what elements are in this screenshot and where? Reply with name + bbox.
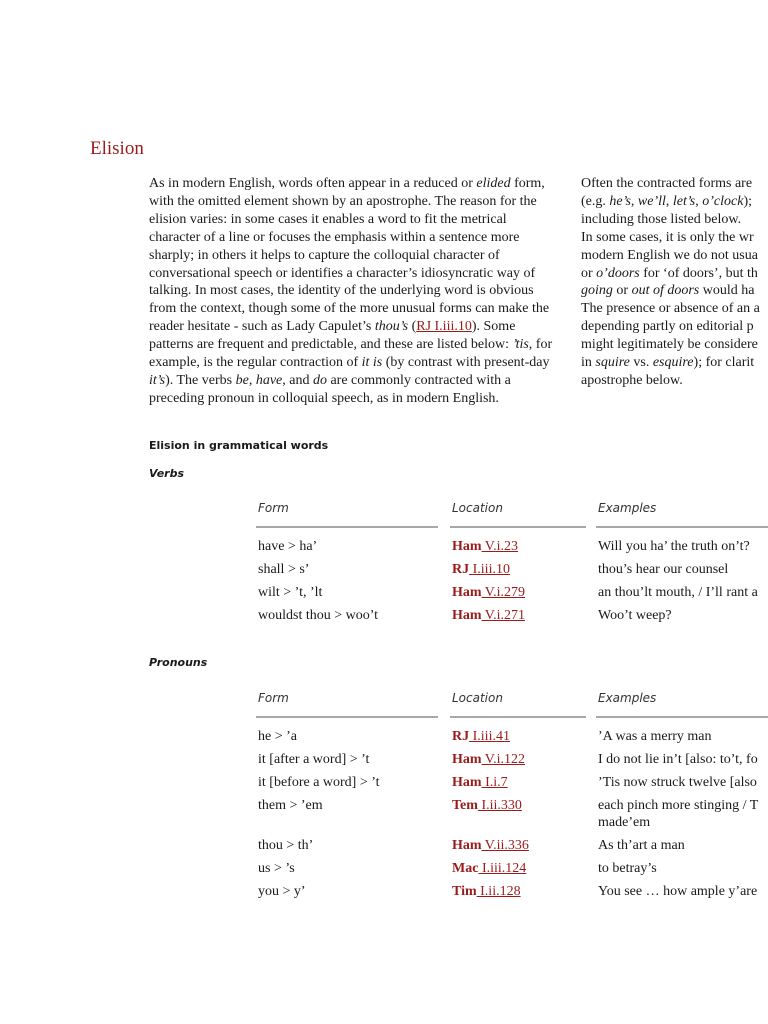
- location-link[interactable]: V.ii.336: [481, 838, 529, 853]
- example-cell: Woo’t weep?: [598, 608, 672, 623]
- text: , and: [282, 372, 313, 388]
- emphasis: we’ll: [637, 193, 666, 209]
- text: (by contrast with present-day: [382, 355, 550, 371]
- location-link[interactable]: I.iii.10: [469, 562, 510, 577]
- text: for ‘of doors’, but th: [639, 265, 758, 281]
- form-cell: you > y’: [258, 884, 306, 899]
- text: might legitimately be considere: [581, 337, 758, 353]
- location-cell[interactable]: [452, 774, 508, 791]
- section-heading: Elision in grammatical words: [149, 439, 329, 452]
- text: modern English we do not usua: [581, 247, 758, 263]
- pronouns-header-rule: [596, 716, 768, 718]
- location-link[interactable]: V.i.122: [481, 752, 526, 767]
- play-abbrev: RJ: [452, 729, 470, 744]
- play-abbrev: Tem: [452, 798, 478, 813]
- text: );: [743, 193, 752, 209]
- form-cell: he > ’a: [258, 729, 297, 744]
- location-cell[interactable]: [452, 797, 522, 814]
- text: in: [581, 355, 596, 371]
- location-cell[interactable]: [452, 584, 525, 601]
- emphasis: ’tis: [512, 337, 529, 353]
- text-line: [581, 282, 768, 300]
- location-link[interactable]: I.iii.124: [478, 861, 527, 876]
- text: form, with the omitted element shown by an apostrophe. The reason for the elision varies: in some cases it enables a word to fit the metrical character of a line or focuses the emphasis within a sentence more sharply; in others it helps to capture the colloquial character of conversational speech or identifies a character’s idiosyncratic way of talking. In most cases, the identity of the underlying word is obvious from the context, though some of the more unusual forms can make the reader hesitate - such as Lady Capulet’s: [149, 176, 550, 335]
- example-cell: You see … how ample y’are: [598, 884, 758, 899]
- form-cell: them > ’em: [258, 798, 323, 813]
- form-cell: have > ha’: [258, 539, 318, 554]
- example-cell: [598, 797, 758, 831]
- verbs-header-form: Form: [258, 501, 289, 515]
- text: (e.g.: [581, 193, 610, 209]
- text: or: [612, 283, 632, 299]
- location-link[interactable]: V.i.23: [481, 539, 519, 554]
- example-cell: I do not lie in’t [also: to’t, fo: [598, 752, 758, 767]
- example-cell: As th’art a man: [598, 838, 685, 853]
- example-cell: ’Tis now struck twelve [also: [598, 775, 757, 790]
- example-cell: to betray’s: [598, 861, 657, 876]
- text: or: [581, 265, 597, 281]
- emphasis: have: [255, 372, 283, 388]
- form-cell: wouldst thou > woo’t: [258, 608, 379, 623]
- form-cell: thou > th’: [258, 838, 314, 853]
- location-cell[interactable]: [452, 837, 529, 854]
- text: The presence or absence of an a: [581, 301, 760, 317]
- play-abbrev: Ham: [452, 838, 482, 853]
- location-cell[interactable]: [452, 883, 521, 900]
- text: are commonly contracted with a preceding pronoun in colloquial speech, as in modern English.: [149, 372, 511, 406]
- play-abbrev: Tim: [452, 884, 477, 899]
- text: (: [408, 319, 417, 335]
- text: ); for clarit: [693, 355, 755, 371]
- text-line: [581, 372, 768, 390]
- play-abbrev: Mac: [452, 861, 479, 876]
- location-cell[interactable]: [452, 561, 510, 578]
- intro-paragraph: [149, 175, 561, 408]
- verbs-header-rule: [450, 526, 586, 528]
- text-line: [581, 265, 768, 283]
- example-line: made’em: [598, 815, 651, 830]
- verbs-header-rule: [256, 526, 438, 528]
- text-line: [581, 354, 768, 372]
- emphasis: out of doors: [631, 283, 700, 299]
- emphasis: it’s: [149, 372, 166, 388]
- text-line: [581, 336, 768, 354]
- emphasis: let’s: [672, 193, 696, 209]
- location-link[interactable]: V.i.271: [481, 608, 526, 623]
- emphasis: esquire: [652, 355, 694, 371]
- pronouns-header-rule: [256, 716, 438, 718]
- play-abbrev: RJ: [452, 562, 470, 577]
- text-line: [581, 300, 768, 318]
- text: ). The verbs: [165, 372, 236, 388]
- emphasis: be: [235, 372, 249, 388]
- text: ). Some patterns are frequent and predictable, and these are listed below:: [149, 319, 516, 353]
- emphasis: going: [581, 283, 613, 299]
- play-abbrev: Ham: [452, 775, 482, 790]
- text: ,: [630, 193, 638, 209]
- emphasis: it is: [361, 355, 383, 371]
- location-cell[interactable]: [452, 538, 518, 555]
- text: ,: [695, 193, 703, 209]
- example-cell: thou’s hear our counsel: [598, 562, 729, 577]
- example-line: each pinch more stinging / T: [598, 798, 759, 813]
- pronouns-heading: Pronouns: [149, 656, 208, 669]
- location-link[interactable]: I.i.7: [481, 775, 508, 790]
- text: , for example, is the regular contraction of: [149, 337, 553, 371]
- text-line: [581, 229, 768, 247]
- emphasis: o’doors: [596, 265, 640, 281]
- verbs-header-rule: [596, 526, 768, 528]
- pronouns-header-form: Form: [258, 691, 289, 705]
- emphasis: elided: [476, 176, 511, 191]
- text: vs.: [629, 355, 653, 371]
- location-cell[interactable]: [452, 860, 526, 877]
- emphasis: he’s: [609, 193, 631, 209]
- location-link[interactable]: I.ii.330: [477, 798, 522, 813]
- text-line: [581, 318, 768, 336]
- text: depending partly on editorial p: [581, 319, 754, 335]
- text: ,: [665, 193, 673, 209]
- location-link[interactable]: I.iii.41: [469, 729, 510, 744]
- emphasis: o’clock: [702, 193, 744, 209]
- form-cell: it [after a word] > ’t: [258, 752, 370, 767]
- example-cell: an thou’lt mouth, / I’ll rant a: [598, 585, 758, 600]
- location-cell[interactable]: [452, 728, 510, 745]
- play-abbrev: Ham: [452, 539, 482, 554]
- play-abbrev: Ham: [452, 608, 482, 623]
- verbs-header-location: Location: [452, 501, 503, 515]
- form-cell: shall > s’: [258, 562, 310, 577]
- pronouns-header-examples: Examples: [598, 691, 657, 705]
- text: would ha: [699, 283, 755, 299]
- pronouns-header-location: Location: [452, 691, 503, 705]
- text: In some cases, it is only the wr: [581, 229, 754, 245]
- location-link[interactable]: I.ii.128: [476, 884, 521, 899]
- verbs-heading: Verbs: [149, 467, 185, 480]
- form-cell: it [before a word] > ’t: [258, 775, 380, 790]
- location-cell[interactable]: [452, 751, 525, 768]
- text-line: [581, 193, 768, 211]
- play-abbrev: Ham: [452, 752, 482, 767]
- form-cell: wilt > ’t, ’lt: [258, 585, 323, 600]
- example-cell: Will you ha’ the truth on’t?: [598, 539, 750, 554]
- text: Often the contracted forms are: [581, 176, 753, 191]
- text: apostrophe below.: [581, 372, 683, 388]
- emphasis: thou’s: [374, 319, 409, 335]
- pronouns-header-rule: [450, 716, 586, 718]
- emphasis: do: [312, 372, 327, 388]
- emphasis: squire: [595, 355, 630, 371]
- text-line: [581, 247, 768, 265]
- text-line: [581, 175, 768, 193]
- page-title: Elision: [90, 138, 144, 159]
- play-abbrev: Ham: [452, 585, 482, 600]
- form-cell: us > ’s: [258, 861, 295, 876]
- text: including those listed below.: [581, 211, 742, 227]
- text: As in modern English, words often appear in a reduced or: [149, 176, 477, 191]
- intro-column-2: [581, 175, 768, 390]
- verbs-header-examples: Examples: [598, 501, 657, 515]
- example-cell: ’A was a merry man: [598, 729, 712, 744]
- text-line: [581, 211, 768, 229]
- location-link[interactable]: V.i.279: [481, 585, 526, 600]
- reference-link[interactable]: RJ I.iii.10: [416, 319, 472, 335]
- text: ,: [248, 372, 256, 388]
- location-cell[interactable]: [452, 607, 525, 624]
